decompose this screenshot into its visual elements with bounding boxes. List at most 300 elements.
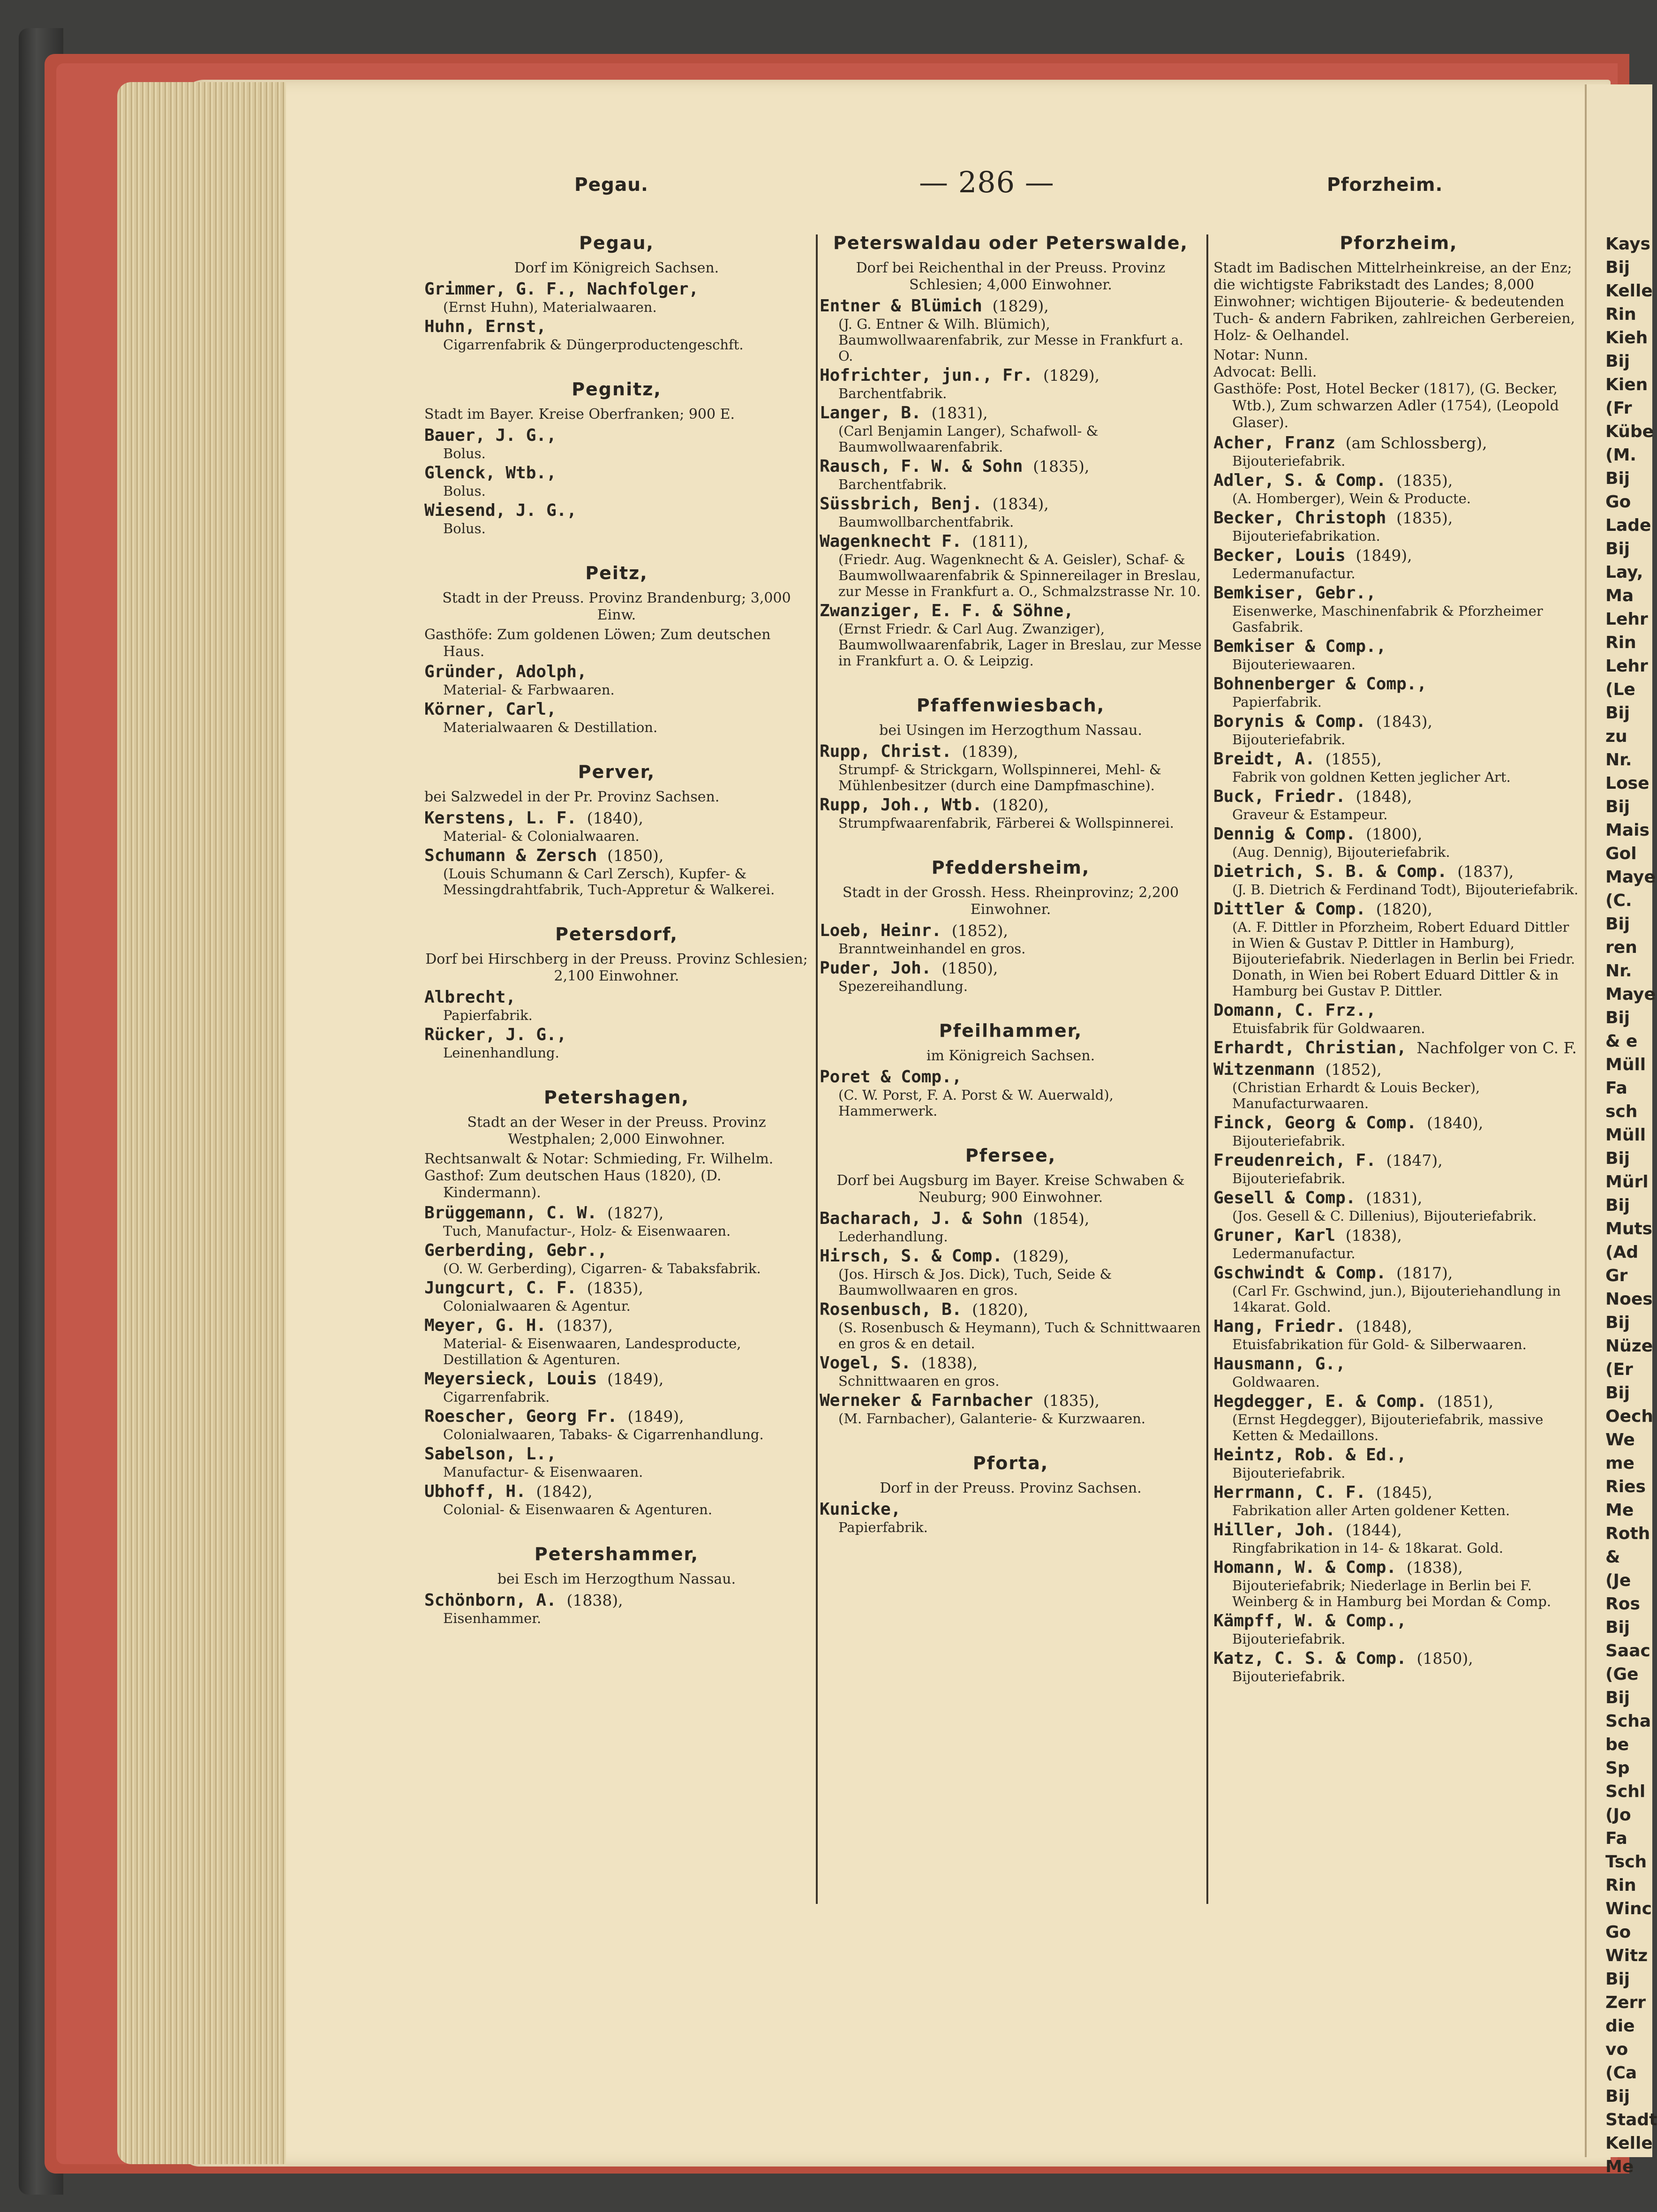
place-heading: Perver, (578, 762, 655, 782)
next-page-fragment: die (1605, 2016, 1635, 2036)
entry-name: Becker, Christoph (1213, 508, 1386, 528)
entry-year: (1838), (1345, 1226, 1402, 1245)
entry-name-line (424, 1316, 809, 1336)
entry-year: (1829), (992, 297, 1049, 315)
directory-entry (820, 403, 1202, 455)
entry-detail: Ringfabrikation in 14- & 18karat. Gold. (1232, 1540, 1504, 1556)
entry-name: Gerberding, Gebr., (424, 1241, 608, 1260)
entry-name-line (820, 296, 1202, 316)
place-description: Stadt an der Weser in der Preuss. Provinz Westphalen; 2,000 Einwohner. (467, 1114, 766, 1148)
next-page-fragment: Witz (1605, 1946, 1648, 1965)
directory-entry (1213, 546, 1584, 581)
place-description: Dorf bei Reichenthal in der Preuss. Provinz Schlesien; 4,000 Einwohner. (856, 260, 1166, 293)
entry-year: (1800), (1366, 825, 1423, 843)
entry-year: (1848), (1356, 787, 1412, 806)
directory-entry (1213, 1188, 1584, 1224)
entry-detail: Materialwaaren & Destillation. (443, 719, 658, 735)
directory-entry (1213, 1038, 1584, 1058)
entry-name-line (1213, 1520, 1584, 1540)
entry-name: Meyer, G. H. (424, 1316, 547, 1335)
running-head-left: Pegau. (574, 174, 648, 196)
place-heading: Pegau, (579, 233, 654, 253)
next-page-fragment: Bij (1605, 1383, 1630, 1403)
entry-year: (1837), (1457, 862, 1514, 881)
entry-name-line (1213, 899, 1584, 919)
entry-year: (1840), (587, 809, 644, 827)
directory-entry (424, 662, 809, 698)
next-page-fragment: Bij (1605, 1149, 1630, 1168)
next-page-fragment: Oech (1605, 1407, 1653, 1426)
next-page-fragment: Bij (1605, 1688, 1630, 1707)
column-middle (820, 224, 1202, 1535)
next-page-fragment: (Ge (1605, 1665, 1639, 1684)
entry-name-line (1213, 1649, 1584, 1668)
entry-name-line (820, 795, 1202, 815)
next-page-fragment: vo (1605, 2040, 1628, 2059)
directory-entry (820, 959, 1202, 994)
place-description: bei Salzwedel in der Pr. Provinz Sachsen. (424, 789, 720, 805)
next-page-fragment: Me (1605, 2157, 1634, 2176)
directory-entry (424, 808, 809, 844)
next-page-fragment: Rin (1605, 633, 1636, 652)
entry-detail: Etuisfabrikation für Gold- & Silberwaaren. (1232, 1336, 1527, 1352)
entry-name-line (424, 1369, 809, 1389)
entry-name: Bauer, J. G., (424, 426, 557, 445)
entry-detail: Bijouteriefabrik. (1232, 1170, 1346, 1186)
entry-name: Gruner, Karl (1213, 1226, 1336, 1245)
entry-name: Bemkiser & Comp., (1213, 637, 1386, 656)
entry-name: Adler, S. & Comp. (1213, 471, 1386, 490)
column-right (1213, 224, 1584, 1684)
directory-entry (820, 457, 1202, 492)
place-description: Dorf im Königreich Sachsen. (514, 260, 719, 276)
entry-name: Buck, Friedr. (1213, 787, 1346, 806)
place-heading: Peitz, (585, 563, 648, 583)
directory-entry (1213, 1483, 1584, 1518)
entry-detail: (S. Rosenbusch & Heymann), Tuch & Schnittwaaren en gros & en detail. (838, 1320, 1201, 1351)
next-page-fragment: Bij (1605, 1196, 1630, 1215)
directory-entry (424, 1203, 809, 1239)
entry-detail: (Ernst Huhn), Materialwaaren. (443, 299, 657, 315)
entry-year: (1839), (962, 742, 1018, 761)
entry-detail: Eisenhammer. (443, 1610, 542, 1626)
entry-name-line (1213, 749, 1584, 769)
entry-year: (1850), (941, 959, 998, 977)
entry-year: (1848), (1356, 1317, 1412, 1336)
next-page-fragment: Bij (1605, 1008, 1630, 1027)
next-page-fragment: Mais (1605, 821, 1649, 840)
entry-name: Hiller, Joh. (1213, 1520, 1336, 1540)
entry-name-line (1213, 862, 1584, 882)
entry-name-line (424, 846, 809, 866)
entry-name-line (424, 662, 809, 682)
entry-name-line (424, 279, 809, 299)
entry-name: Huhn, Ernst, (424, 317, 547, 336)
entry-name-line (424, 1591, 809, 1610)
next-page-fragment: Me (1605, 1501, 1634, 1520)
entry-detail: Goldwaaren. (1232, 1374, 1320, 1390)
directory-entry (424, 1482, 809, 1517)
next-page-fragment: Go (1605, 492, 1631, 512)
entry-name-line (1213, 1113, 1584, 1133)
entry-year: (1835), (1043, 1391, 1100, 1410)
entry-year: (1834), (992, 495, 1049, 513)
entry-detail: Tuch, Manufactur-, Holz- & Eisenwaaren. (443, 1223, 731, 1239)
entry-name-line (820, 457, 1202, 476)
entry-year: (1811), (972, 532, 1029, 551)
entry-name: Gründer, Adolph, (424, 662, 587, 681)
directory-entry (820, 494, 1202, 530)
directory-entry (1213, 1113, 1584, 1149)
directory-entry (1213, 583, 1584, 635)
next-page-fragment: Gr (1605, 1266, 1628, 1285)
entry-detail: Bijouteriefabrik; Niederlage in Berlin bei F. Weinberg & in Hamburg bei Mordan & Comp. (1232, 1578, 1552, 1609)
entry-detail: Bijouteriefabrikation. (1232, 528, 1380, 544)
entry-name: Albrecht, (424, 988, 516, 1007)
place-description: Stadt in der Grossh. Hess. Rheinprovinz; 2,200 Einwohner. (842, 884, 1179, 918)
next-page-fragment: We (1605, 1430, 1635, 1450)
directory-entry (820, 601, 1202, 669)
entry-name: Grimmer, G. F., Nachfolger, (424, 279, 699, 299)
entry-name-line (1213, 1611, 1584, 1631)
place-heading: Pfersee, (965, 1145, 1056, 1166)
directory-entry (424, 1278, 809, 1314)
place-description: Dorf bei Augsburg im Bayer. Kreise Schwaben & Neuburg; 900 Einwohner. (836, 1172, 1185, 1206)
entry-detail: Fabrikation aller Arten goldener Ketten. (1232, 1502, 1510, 1518)
entry-detail: (J. B. Dietrich & Ferdinand Todt), Bijouteriefabrik. (1232, 882, 1579, 898)
directory-entry (1213, 1226, 1584, 1261)
entry-detail: Bijouteriewaaren. (1232, 657, 1356, 672)
entry-name-line (1213, 637, 1584, 657)
entry-name: Borynis & Comp. (1213, 712, 1366, 731)
directory-entry (424, 463, 809, 499)
directory-entry (1213, 1354, 1584, 1390)
entry-year: (1829), (1043, 366, 1100, 385)
entry-name: Dittler & Comp. (1213, 899, 1366, 919)
entry-name: Roescher, Georg Fr. (424, 1407, 618, 1426)
entry-detail: Bolus. (443, 521, 486, 536)
entry-detail: Strumpfwaarenfabrik, Färberei & Wollspinnerei. (838, 815, 1174, 831)
entry-name: Erhardt, Christian, (1213, 1038, 1407, 1057)
entry-detail: (M. Farnbacher), Galanterie- & Kurzwaaren. (838, 1411, 1146, 1427)
next-page-fragment: & (1605, 1548, 1620, 1567)
entry-year: (1835), (587, 1279, 644, 1297)
entry-name: Entner & Blümich (820, 296, 982, 316)
next-page-fragment: Stadt (1605, 2110, 1657, 2129)
next-page-fragment: Ries (1605, 1477, 1646, 1496)
directory-entry (1213, 433, 1584, 469)
next-page-fragment: Scha (1605, 1712, 1651, 1731)
next-page-fragment: Lehr (1605, 657, 1648, 676)
next-page-fragment: (Jo (1605, 1805, 1631, 1825)
entry-name-line (424, 808, 809, 828)
next-page-fragment: me (1605, 1454, 1634, 1473)
next-page-fragment: Kelle (1605, 2134, 1653, 2153)
entry-name-line (424, 988, 809, 1007)
next-page-fragment: (Je (1605, 1571, 1631, 1590)
entry-name: Wagenknecht F. (820, 532, 962, 551)
entry-year: (1827), (607, 1204, 664, 1222)
next-page-fragment: Ma (1605, 586, 1634, 605)
entry-name: Dietrich, S. B. & Comp. (1213, 862, 1447, 881)
entry-name-line (424, 463, 809, 483)
next-page-fragment: Zerr (1605, 1993, 1646, 2012)
place-description: im Königreich Sachsen. (926, 1048, 1095, 1064)
entry-name: Sabelson, L., (424, 1444, 557, 1464)
column-left (424, 224, 809, 1626)
entry-name: Rausch, F. W. & Sohn (820, 457, 1023, 476)
entry-detail: Bolus. (443, 483, 486, 499)
next-page-fragment: (C. (1605, 891, 1632, 910)
entry-name: Bohnenberger & Comp., (1213, 674, 1427, 694)
entry-name: Rücker, J. G., (424, 1025, 567, 1044)
next-page-fragment: Müll (1605, 1125, 1646, 1145)
directory-entry (820, 1067, 1202, 1119)
next-page-fragment: Bij (1605, 2087, 1630, 2106)
entry-name: Kerstens, L. F. (424, 808, 577, 828)
entry-detail: Papierfabrik. (838, 1519, 928, 1535)
directory-entry (424, 1444, 809, 1480)
next-page-fragment: Winc (1605, 1899, 1652, 1918)
entry-year: (1840), (1427, 1114, 1484, 1132)
entry-name-line (424, 1203, 809, 1223)
directory-entry (1213, 1649, 1584, 1684)
next-page-fragment: Gol (1605, 844, 1637, 863)
next-page-fragment: Müll (1605, 1055, 1646, 1074)
next-page-edge (1585, 84, 1657, 2176)
entry-name-line (1213, 1558, 1584, 1578)
next-page-fragment: Saac (1605, 1641, 1650, 1661)
entry-detail: Colonialwaaren, Tabaks- & Cigarrenhandlung. (443, 1427, 764, 1442)
next-page-fragment: Roth (1605, 1524, 1650, 1543)
entry-name: Bemkiser, Gebr., (1213, 583, 1376, 603)
directory-entry (424, 1025, 809, 1061)
entry-name: Gschwindt & Comp. (1213, 1263, 1386, 1283)
entry-name-line (424, 317, 809, 337)
entry-detail: (Jos. Gesell & C. Dillenius), Bijouteriefabrik. (1232, 1208, 1537, 1224)
entry-detail: Bijouteriefabrik. (1232, 453, 1346, 469)
entry-year: (1854), (1033, 1209, 1090, 1228)
entry-year: (1838), (921, 1354, 978, 1372)
entry-year: (1831), (1366, 1189, 1423, 1207)
entry-detail: Spezereihandlung. (838, 978, 968, 994)
directory-entry (424, 317, 809, 353)
directory-entry (424, 1316, 809, 1367)
entry-name: Langer, B. (820, 403, 921, 423)
entry-detail: Papierfabrik. (443, 1007, 533, 1023)
entry-name-line (1213, 508, 1584, 528)
directory-entry (424, 846, 809, 898)
entry-name-line (424, 1278, 809, 1298)
entry-name: Poret & Comp., (820, 1067, 962, 1087)
directory-entry (820, 1391, 1202, 1427)
entry-detail: Colonialwaaren & Agentur. (443, 1298, 631, 1314)
entry-name: Meyersieck, Louis (424, 1369, 597, 1389)
place-description: Stadt im Badischen Mittelrheinkreise, an der Enz; die wichtigste Fabrikstadt des Landes; 8,000 Einwohner; wichtigen Bijouterie- & bedeutenden Tuch- & andern Fabriken, zahlreichen Gerbereien, Holz- & Oelhandel. (1213, 260, 1575, 344)
entry-name-line (1213, 1226, 1584, 1246)
directory-entry (820, 1353, 1202, 1389)
place-heading: Peterswaldau oder Peterswalde, (833, 233, 1188, 253)
entry-name: Dennig & Comp. (1213, 824, 1356, 844)
page-number: — 286 — (919, 165, 1054, 199)
directory-entry (820, 296, 1202, 364)
place-heading: Petersdorf, (555, 924, 678, 944)
place-note: Rechtsanwalt & Notar: Schmieding, Fr. Wilhelm. (424, 1151, 774, 1167)
entry-detail: Colonial- & Eisenwaaren & Agenturen. (443, 1502, 713, 1517)
entry-detail: (A. F. Dittler in Pforzheim, Robert Eduard Dittler in Wien & Gustav P. Dittler in Hamburg), Bijouteriefabrik. Niederlagen in Berlin bei Friedr. Donath, in Wien bei Robert Eduard Dittler & in Hamburg bei Gustav P. Dittler. (1232, 919, 1575, 999)
entry-name: Domann, C. Frz., (1213, 1001, 1376, 1020)
entry-name-line (424, 1241, 809, 1261)
column-rule-2 (1206, 234, 1208, 1904)
next-page-fragment: Lehr (1605, 610, 1648, 629)
entry-name-line (1213, 471, 1584, 491)
directory-entry (1213, 899, 1584, 999)
place-heading: Pforta, (972, 1453, 1049, 1473)
entry-name-line (1213, 583, 1584, 603)
entry-name: Hausmann, G., (1213, 1354, 1346, 1374)
entry-detail: (Ernst Hegdegger), Bijouteriefabrik, massive Ketten & Medaillons. (1232, 1412, 1544, 1443)
entry-name-line (424, 1025, 809, 1045)
entry-detail: Bijouteriefabrik. (1232, 1133, 1346, 1149)
directory-entry (1213, 471, 1584, 506)
next-page-fragment: Maye (1605, 985, 1656, 1004)
next-page-fragment: Lose (1605, 774, 1649, 793)
directory-entry (820, 1300, 1202, 1351)
entry-name: Katz, C. S. & Comp. (1213, 1649, 1407, 1668)
next-page-fragment: ren (1605, 938, 1637, 957)
entry-year: (1838), (566, 1591, 623, 1609)
next-page-fragment: zu (1605, 727, 1627, 746)
entry-name-line (820, 532, 1202, 551)
next-page-fragment: (Le (1605, 680, 1635, 699)
next-page-fragment: (M. (1605, 445, 1636, 465)
directory-entry (820, 1246, 1202, 1298)
entry-name-line (1213, 824, 1584, 844)
entry-name-line (1213, 1263, 1584, 1283)
next-page-fragment: Noes (1605, 1290, 1653, 1309)
next-page-fragment: & e (1605, 1032, 1638, 1051)
next-page-fragment: Kübe (1605, 422, 1654, 441)
entry-name-line (424, 700, 809, 719)
entry-detail: Branntweinhandel en gros. (838, 941, 1026, 957)
next-page-fragment: sch (1605, 1102, 1638, 1121)
entry-detail: (C. W. Porst, F. A. Porst & W. Auerwald), Hammerwerk. (838, 1087, 1114, 1119)
next-page-fragment: Kieh (1605, 328, 1648, 347)
place-description: Dorf in der Preuss. Provinz Sachsen. (880, 1480, 1142, 1496)
running-head-right: Pforzheim. (1327, 174, 1443, 196)
entry-detail: Manufactur- & Eisenwaaren. (443, 1464, 643, 1480)
entry-year: (1835), (1396, 509, 1453, 527)
directory-entry (1213, 862, 1584, 898)
directory-entry (1213, 824, 1584, 860)
entry-detail: (Carl Fr. Gschwind, jun.), Bijouteriehandlung in 14karat. Gold. (1232, 1283, 1561, 1315)
entry-detail: Material- & Colonialwaaren. (443, 828, 640, 844)
entry-name-line (1213, 546, 1584, 566)
place-description: Dorf bei Hirschberg in der Preuss. Provinz Schlesien; 2,100 Einwohner. (425, 951, 808, 984)
entry-detail: Baumwollbarchentfabrik. (838, 514, 1014, 530)
next-page-fragment: Fa (1605, 1829, 1627, 1848)
directory-entry (820, 1500, 1202, 1535)
entry-detail: (A. Homberger), Wein & Producte. (1232, 491, 1471, 506)
directory-entry (1213, 749, 1584, 785)
page-edges (117, 82, 286, 2164)
next-page-fragment: Lay, (1605, 563, 1643, 582)
directory-entry (1213, 1151, 1584, 1186)
entry-year: (1850), (1416, 1649, 1473, 1668)
entry-detail: Barchentfabrik. (838, 476, 947, 492)
entry-detail: Ledermanufactur. (1232, 566, 1356, 581)
entry-name-line (1213, 1392, 1584, 1412)
entry-detail: Etuisfabrik für Goldwaaren. (1232, 1020, 1425, 1036)
entry-detail: (Louis Schumann & Carl Zersch), Kupfer- & Messingdrahtfabrik, Tuch-Appretur & Walkerei. (443, 866, 775, 898)
place-heading: Pforzheim, (1340, 233, 1458, 253)
entry-detail: Material- & Farbwaaren. (443, 682, 615, 698)
directory-entry (424, 279, 809, 315)
entry-year: (1820), (972, 1300, 1029, 1319)
next-page-fragment: Bij (1605, 352, 1630, 371)
entry-year: (1847), (1386, 1151, 1443, 1170)
entry-name: Hegdegger, E. & Comp. (1213, 1392, 1427, 1411)
next-page-fragment: Fa (1605, 1079, 1627, 1098)
entry-name-line (424, 1444, 809, 1464)
entry-name-line (820, 403, 1202, 423)
directory-entry (820, 921, 1202, 957)
entry-name-line (1213, 674, 1584, 694)
entry-detail: (Friedr. Aug. Wagenknecht & A. Geisler), Schaf- & Baumwollwaarenfabrik & Spinnereilager in Breslau, zur Messe in Frankfurt a. O., Schmalzstrasse Nr. 10. (838, 551, 1201, 599)
entry-detail: Bijouteriefabrik. (1232, 1631, 1346, 1647)
entry-year: (1850), (607, 846, 664, 865)
entry-name-line (820, 1353, 1202, 1373)
entry-name-line (1213, 1060, 1584, 1080)
directory-entry (424, 501, 809, 536)
entry-name: Rupp, Joh., Wtb. (820, 795, 982, 815)
next-page-fragment: Bij (1605, 797, 1630, 816)
entry-name: Homann, W. & Comp. (1213, 1558, 1397, 1577)
place-note: Gasthof: Zum deutschen Haus (1820), (D. Kindermann). (424, 1168, 722, 1201)
directory-entry (424, 988, 809, 1023)
entry-year: (1835), (1396, 471, 1453, 490)
entry-name: Breidt, A. (1213, 749, 1315, 769)
place-note: Notar: Nunn. (1213, 347, 1308, 363)
entry-name-line (1213, 712, 1584, 732)
entry-name-line (1213, 1354, 1584, 1374)
next-page-fragment: Kays (1605, 234, 1650, 254)
entry-name: Hang, Friedr. (1213, 1317, 1346, 1336)
place-description: Stadt im Bayer. Kreise Oberfranken; 900 E. (424, 406, 735, 423)
entry-name: Rosenbusch, B. (820, 1300, 962, 1319)
entry-name: Rupp, Christ. (820, 742, 952, 761)
entry-year: (1837), (556, 1316, 613, 1335)
directory-entry (820, 795, 1202, 831)
entry-year: (1852), (1325, 1060, 1382, 1079)
entry-detail: Graveur & Estampeur. (1232, 807, 1388, 823)
next-page-fragment: (Er (1605, 1360, 1633, 1379)
entry-name-line (820, 494, 1202, 514)
place-description: bei Esch im Herzogthum Nassau. (497, 1571, 736, 1587)
entry-name-line (820, 921, 1202, 941)
entry-name: Finck, Georg & Comp. (1213, 1113, 1417, 1132)
place-note: Gasthöfe: Zum goldenen Löwen; Zum deutschen Haus. (424, 627, 771, 660)
entry-name-line (1213, 1483, 1584, 1502)
entry-name: Werneker & Farnbacher (820, 1391, 1033, 1410)
entry-name: Herrmann, C. F. (1213, 1483, 1366, 1502)
entry-name-line (1213, 433, 1584, 453)
entry-name-line (424, 1407, 809, 1427)
next-page-fragment: Bij (1605, 1313, 1630, 1332)
entry-name: Hofrichter, jun., Fr. (820, 366, 1033, 385)
next-page-fragment: Rin (1605, 305, 1636, 324)
next-page-fragment: Kien (1605, 375, 1648, 394)
